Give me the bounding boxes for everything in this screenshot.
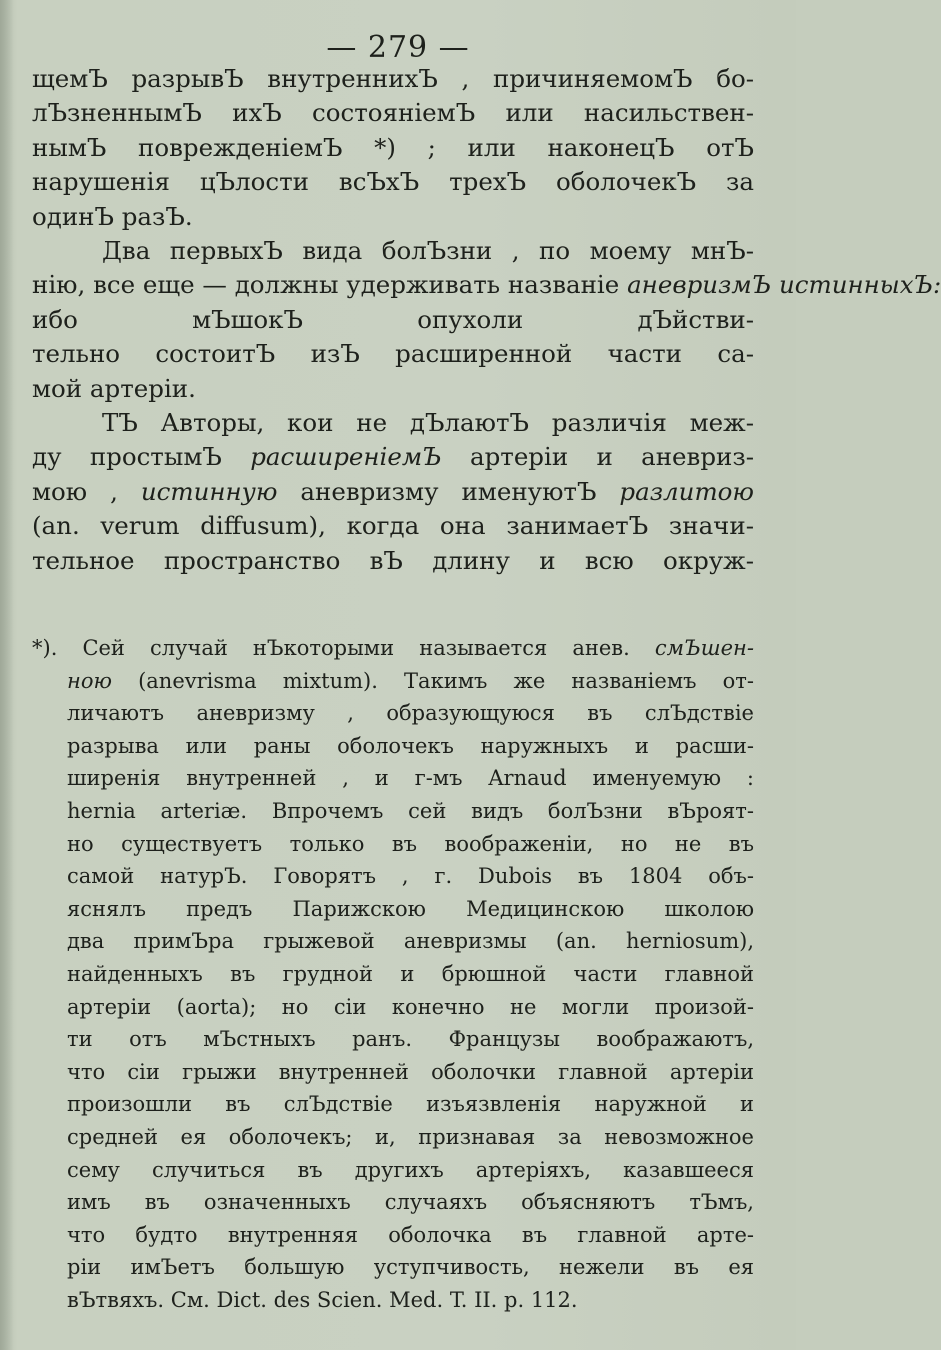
footnote — [32, 632, 754, 1316]
footnote-line: личаютъ аневризму , образующуюся въ слЪдствіе — [67, 701, 754, 726]
text-line — [32, 268, 941, 302]
main-text — [32, 62, 941, 578]
page-gutter-shadow — [0, 0, 14, 1350]
footnote-line: артеріи (aorta); но сіи конечно не могли произой- — [67, 994, 754, 1019]
footnote-line: hernia arteriæ. Впрочемъ сей видъ болЪзни вЪроят- — [67, 798, 754, 823]
footnote-line: яснялъ предъ Парижскою Медицинскою школою — [67, 896, 754, 921]
text-line — [32, 440, 754, 474]
text-segment: ду простымЪ — [32, 442, 222, 472]
italic-term: ною — [67, 668, 112, 693]
footnote-line: средней ея оболочекъ; и, признавая за невозможное — [67, 1124, 754, 1149]
text-segment: артеріи и аневриз- — [469, 442, 754, 472]
footnote-line: два примЪра грыжевой аневризмы (an. herniosum), — [67, 929, 754, 954]
text-segment: *). Сей случай нЪкоторыми называется анев. — [32, 636, 630, 660]
footnote-line: найденныхъ въ грудной и брюшной части главной — [67, 961, 754, 986]
footnote-line: вЪтвяхъ. См. Dict. des Scien. Med. T. II. p. 112. — [67, 1287, 578, 1312]
text-segment: мою , — [32, 476, 118, 506]
footnote-line: сему случиться въ другихъ артеріяхъ, казавшееся — [67, 1157, 754, 1182]
text-line: нымЪ поврежденіемЪ *) ; или наконецЪ отЪ — [32, 132, 754, 162]
text-line: Два первыхЪ вида болЪзни , по моему мнЪ- — [102, 236, 754, 266]
footnote-line: ширенія внутренней , и г-мъ Arnaud именуемую : — [67, 766, 754, 791]
footnote-line: что будто внутренняя оболочка въ главной арте- — [67, 1222, 754, 1247]
text-line: ТЪ Авторы, кои не дЪлаютЪ различія меж- — [102, 408, 754, 438]
footnote-line: имъ въ означенныхъ случаяхъ объясняютъ тЪмъ, — [67, 1190, 754, 1215]
footnote-line: самой натурЪ. Говорятъ , г. Dubois въ 1804 объ- — [67, 864, 754, 889]
footnote-line: но существуетъ только въ воображеніи, но не въ — [67, 831, 754, 856]
italic-term: аневризмЪ истинныхЪ: — [627, 270, 941, 300]
text-line: тельное пространство вЪ длину и всю окруж- — [32, 545, 754, 575]
text-segment: аневризму именуютЪ — [300, 476, 597, 506]
text-segment: ибо мЪшокЪ опухоли дЪйстви- — [32, 304, 754, 334]
footnote-line: произошли въ слЪдствіе изъязвленія наружной и — [67, 1092, 754, 1117]
footnote-line: разрыва или раны оболочекъ наружныхъ и расши- — [67, 733, 754, 758]
text-line: (an. verum diffusum), когда она занимаетЪ значи- — [32, 511, 754, 541]
page-number: — 279 — — [326, 30, 470, 65]
text-segment: нію, все еще — должны удерживать названіе — [32, 270, 620, 300]
footnote-line — [32, 632, 754, 665]
footnote-separator — [32, 612, 754, 632]
footnote-line — [32, 665, 754, 698]
text-line: нарушенія цЪлости всЪхЪ трехЪ оболочекЪ за — [32, 167, 754, 197]
text-line: одинЪ разЪ. — [32, 201, 193, 231]
italic-term: смЪшен- — [654, 636, 754, 660]
text-line — [32, 475, 754, 509]
text-line: тельно состоитЪ изЪ расширенной части са- — [32, 339, 754, 369]
italic-term: расширеніемЪ — [250, 442, 442, 472]
text-line: мой артеріи. — [32, 373, 196, 403]
text-line: щемЪ разрывЪ внутреннихЪ , причиняемомЪ бо- — [32, 64, 754, 93]
italic-term: разлитою — [619, 476, 754, 506]
footnote-line: что сіи грыжи внутренней оболочки главной артеріи — [67, 1059, 754, 1084]
text-line: лЪзненнымЪ ихЪ состояніемЪ или насильствен- — [32, 98, 754, 128]
italic-term: истинную — [140, 476, 278, 506]
footnote-line: ріи имЪетъ большую уступчивость, нежели въ ея — [67, 1255, 754, 1280]
text-line — [32, 303, 754, 337]
footnote-line: ти отъ мЪстныхъ ранъ. Французы воображаютъ, — [67, 1027, 754, 1052]
text-segment: (anevrisma mixtum). Такимъ же названіемъ от- — [138, 668, 754, 693]
